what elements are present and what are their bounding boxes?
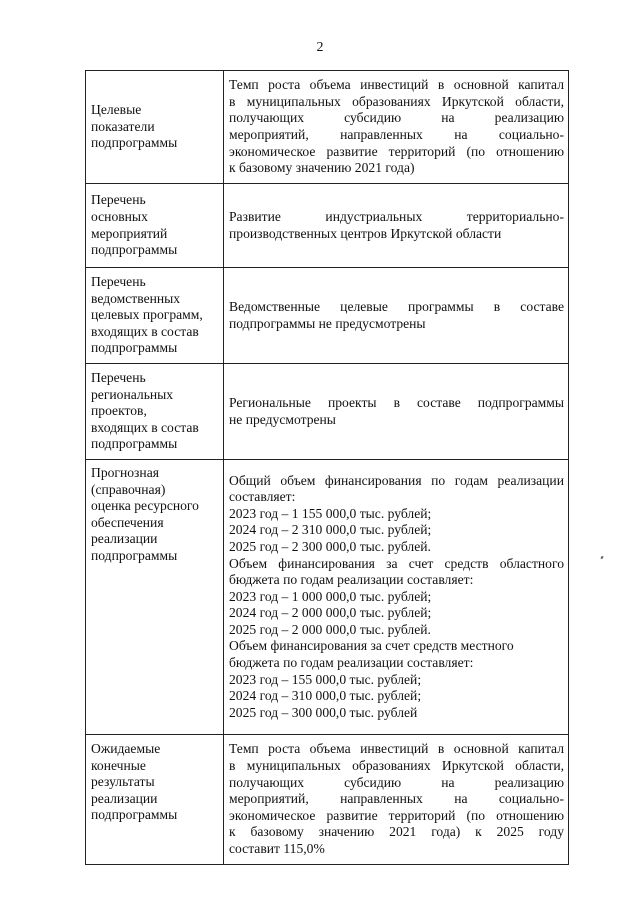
row-label (86, 184, 224, 268)
value-line: составляет: (229, 489, 296, 505)
value-line: бюджета по годам реализации составляет: (229, 655, 474, 671)
table-row (86, 268, 569, 364)
value-line: экономическое развитие территорий (по отношению (229, 807, 564, 823)
label-line: подпрограммы (91, 135, 178, 151)
label-line: (справочная) (91, 481, 166, 497)
table-row (86, 71, 569, 184)
value-line: Региональные проекты в составе подпрограммы (229, 394, 564, 410)
label-line: региональных (91, 386, 174, 402)
value-line: Темп роста объема инвестиций в основной капитал (229, 77, 564, 93)
label-line: входящих в состав (91, 419, 199, 435)
value-line: получающих субсидию на реализацию (229, 110, 564, 126)
value-line: Темп роста объема инвестиций в основной капитал (229, 741, 564, 757)
subprogram-passport-table (85, 70, 569, 865)
label-line: реализации (91, 531, 158, 547)
label-line: конечные (91, 757, 146, 773)
label-line: Целевые (91, 102, 142, 118)
row-value (224, 184, 569, 268)
value-line: к базовому значению 2021 года) (229, 160, 415, 176)
row-label (86, 460, 224, 735)
value-line: Объем финансирования за счет средств областного (229, 555, 564, 571)
label-line: подпрограммы (91, 807, 178, 823)
row-label (86, 268, 224, 364)
label-line: обеспечения (91, 514, 164, 530)
value-line: 2025 год – 2 000 000,0 тыс. рублей. (229, 621, 431, 637)
value-line: Объем финансирования за счет средств местного (229, 638, 514, 654)
row-value (224, 735, 569, 865)
label-line: ведомственных (91, 290, 181, 306)
label-line: реализации (91, 790, 158, 806)
label-line: подпрограммы (91, 340, 178, 356)
value-line: получающих субсидию на реализацию (229, 774, 564, 790)
label-line: проектов, (91, 403, 147, 419)
value-line: бюджета по годам реализации составляет: (229, 572, 474, 588)
value-line: 2023 год – 1 155 000,0 тыс. рублей; (229, 505, 432, 521)
value-line: Развитие индустриальных территориально- (229, 208, 564, 224)
value-line: Ведомственные целевые программы в составе (229, 298, 564, 314)
label-line: оценка ресурсного (91, 498, 199, 514)
value-line: экономическое развитие территорий (по отношению (229, 143, 564, 159)
row-value (224, 364, 569, 460)
label-line: Перечень (91, 370, 146, 386)
label-line: Перечень (91, 274, 146, 290)
label-line: Прогнозная (91, 465, 159, 480)
row-label (86, 735, 224, 865)
value-line: Общий объем финансирования по годам реализации (229, 472, 564, 488)
passport-table-body (86, 71, 569, 865)
value-line: не предусмотрены (229, 411, 336, 427)
label-line: Перечень (91, 192, 146, 208)
label-line: результаты (91, 774, 155, 790)
label-line: целевых программ, (91, 307, 203, 323)
value-line: составит 115,0% (229, 840, 325, 856)
label-line: мероприятий (91, 225, 168, 241)
label-line: подпрограммы (91, 547, 178, 563)
value-line: 2023 год – 1 000 000,0 тыс. рублей; (229, 588, 432, 604)
value-line: к базовому значению 2021 года) к 2025 году (229, 824, 564, 840)
value-line: подпрограммы не предусмотрены (229, 315, 426, 331)
label-line: подпрограммы (91, 436, 178, 452)
value-line: мероприятий, направленных на социально- (229, 791, 564, 807)
value-line: мероприятий, направленных на социально- (229, 127, 564, 142)
value-line: 2025 год – 2 300 000,0 тыс. рублей. (229, 538, 431, 554)
row-label (86, 71, 224, 184)
value-line: 2024 год – 2 000 000,0 тыс. рублей; (229, 605, 432, 621)
value-line: в муниципальных образованиях Иркутской области, (229, 758, 564, 774)
label-line: Ожидаемые (91, 741, 161, 756)
table-row (86, 460, 569, 735)
table-row (86, 184, 569, 268)
row-label (86, 364, 224, 460)
value-line: производственных центров Иркутской области (229, 225, 502, 241)
label-line: основных (91, 208, 148, 224)
label-line: входящих в состав (91, 323, 199, 339)
label-line: подпрограммы (91, 242, 178, 258)
scan-speck (600, 556, 603, 560)
label-line: показатели (91, 118, 155, 134)
value-line: 2024 год – 310 000,0 тыс. рублей; (229, 688, 422, 704)
page-number: 2 (316, 40, 324, 55)
value-line: в муниципальных образованиях Иркутской области, (229, 93, 564, 109)
table-row (86, 735, 569, 865)
row-value (224, 460, 569, 735)
value-line: 2024 год – 2 310 000,0 тыс. рублей; (229, 522, 432, 538)
value-line: 2025 год – 300 000,0 тыс. рублей (229, 704, 418, 720)
value-line: 2023 год – 155 000,0 тыс. рублей; (229, 671, 422, 687)
row-value (224, 71, 569, 184)
row-value (224, 268, 569, 364)
table-row (86, 364, 569, 460)
